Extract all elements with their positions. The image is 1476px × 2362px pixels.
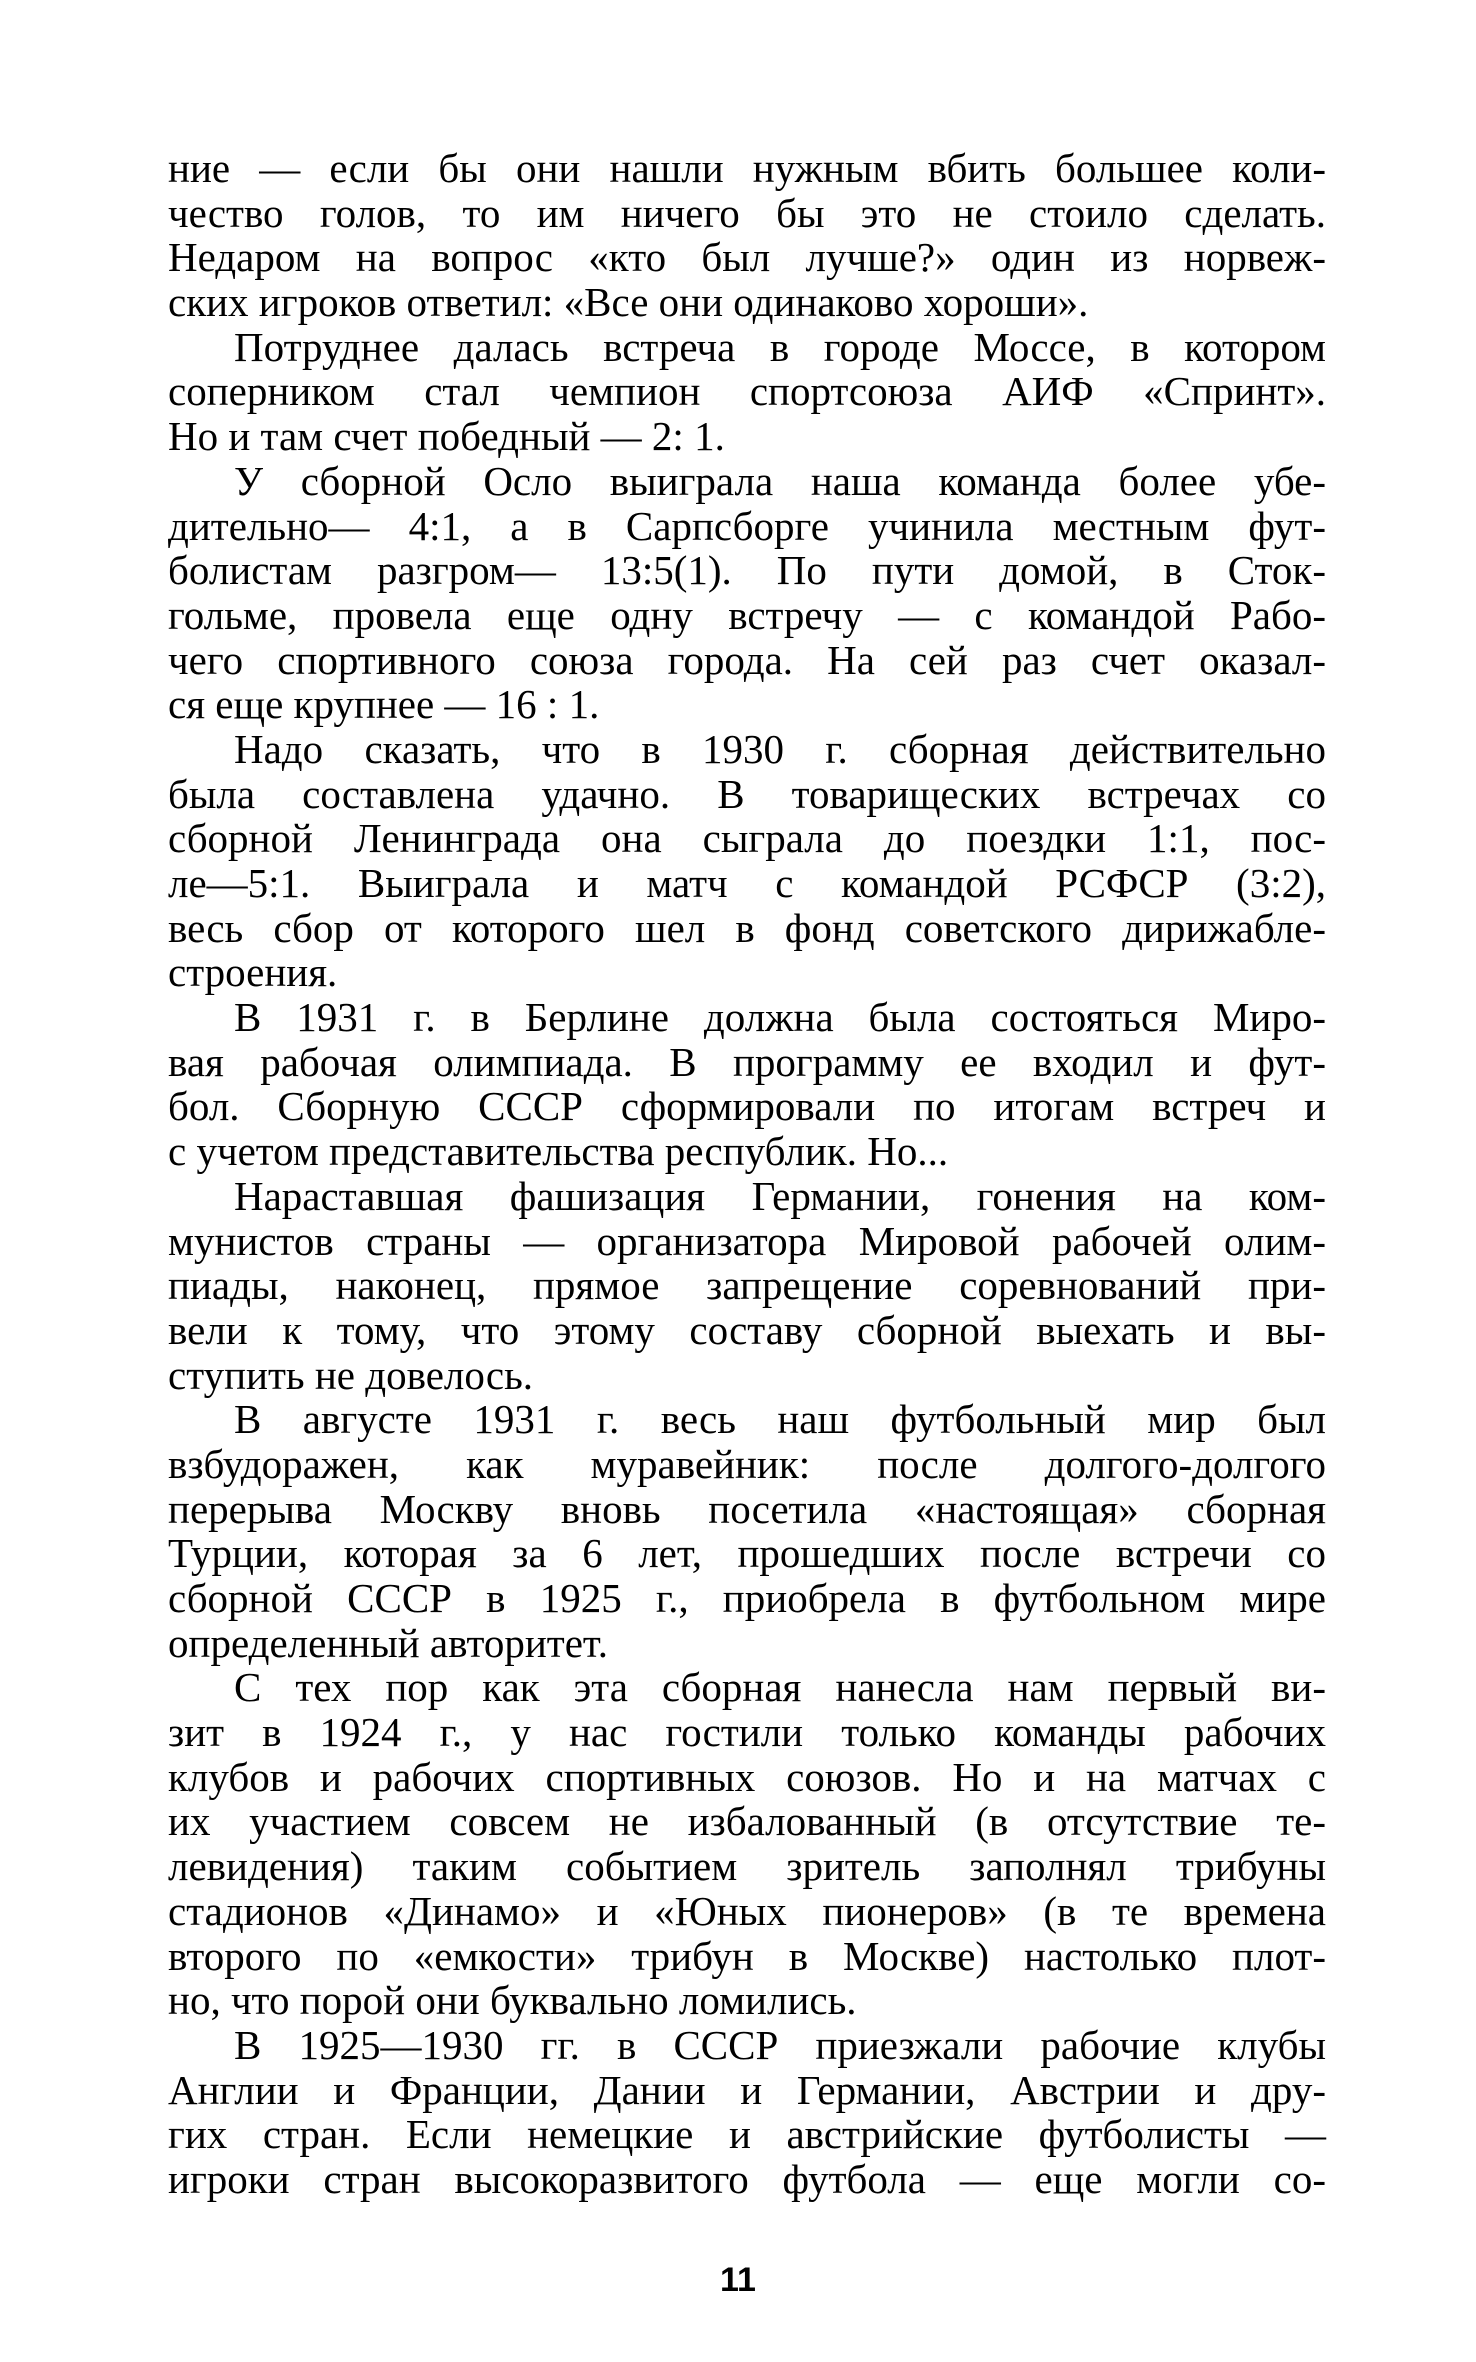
text-line: чество голов, то им ничего бы это не стоило сделать. xyxy=(168,189,1326,236)
text-line: левидения) таким событием зритель заполнял трибуны xyxy=(168,1843,1326,1890)
text-line: Англии и Франции, Дании и Германии, Австрии и дру- xyxy=(168,2066,1326,2113)
paragraph xyxy=(168,459,1326,727)
paragraph xyxy=(168,995,1326,1174)
paragraph xyxy=(168,1665,1326,2023)
text-line: но, что порой они буквально ломились. xyxy=(168,1977,857,2024)
text-line: гих стран. Если немецкие и австрийские футболисты — xyxy=(168,2111,1326,2158)
paragraph xyxy=(168,146,1326,325)
text-line: В 1925—1930 гг. в СССР приезжали рабочие клубы xyxy=(234,2021,1326,2068)
text-line: ние — если бы они нашли нужным вбить большее коли- xyxy=(168,145,1326,191)
text-line: второго по «емкости» трибун в Москве) настолько плот- xyxy=(168,1932,1326,1979)
text-line: болистам разгром— 13:5(1). По пути домой, в Сток- xyxy=(168,547,1326,594)
paragraph xyxy=(168,727,1326,995)
paragraph xyxy=(168,325,1326,459)
text-line: С тех пор как эта сборная нанесла нам первый ви- xyxy=(234,1664,1326,1711)
text-line: гольме, провела еще одну встречу — с командой Рабо- xyxy=(168,591,1326,638)
text-line: ся еще крупнее — 16 : 1. xyxy=(168,681,600,728)
text-line: ских игроков ответил: «Все они одинаково хороши». xyxy=(168,279,1089,326)
text-line: дительно— 4:1, а в Сарпсборге учинила местным фут- xyxy=(168,502,1326,549)
text-line: их участием совсем не избалованный (в отсутствие те- xyxy=(168,1798,1326,1845)
text-line: пиады, наконец, прямое запрещение соревнований при- xyxy=(168,1262,1326,1309)
paragraph xyxy=(168,1174,1326,1397)
text-line: мунистов страны — организатора Мировой рабочей олим- xyxy=(168,1217,1326,1264)
text-line: В 1931 г. в Берлине должна была состояться Миро- xyxy=(234,994,1326,1041)
body-text xyxy=(168,146,1326,2202)
text-line: Турции, которая за 6 лет, прошедших после встречи со xyxy=(168,1530,1326,1577)
text-line: определенный авторитет. xyxy=(168,1619,608,1666)
text-line: ступить не довелось. xyxy=(168,1351,534,1398)
text-line: взбудоражен, как муравейник: после долгого-долгого xyxy=(168,1440,1326,1487)
text-line: перерыва Москву вновь посетила «настоящая» сборная xyxy=(168,1485,1326,1532)
text-line: соперником стал чемпион спортсоюза АИФ «Спринт». xyxy=(168,368,1326,415)
text-line: была составлена удачно. В товарищеских встречах со xyxy=(168,770,1326,817)
text-line: Но и там счет победный — 2: 1. xyxy=(168,413,725,460)
text-line: У сборной Осло выиграла наша команда более убе- xyxy=(234,457,1326,504)
paragraph xyxy=(168,2023,1326,2202)
text-line: ле—5:1. Выиграла и матч с командой РСФСР (3:2), xyxy=(168,860,1326,906)
text-line: клубов и рабочих спортивных союзов. Но и на матчах с xyxy=(168,1753,1326,1800)
text-line: Надо сказать, что в 1930 г. сборная действительно xyxy=(234,725,1326,772)
text-line: сборной Ленинграда она сыграла до поездки 1:1, пос- xyxy=(168,815,1326,862)
text-line: Нараставшая фашизация Германии, гонения на ком- xyxy=(234,1172,1326,1219)
page-number: 11 xyxy=(720,2261,756,2299)
text-line: Недаром на вопрос «кто был лучше?» один из норвеж- xyxy=(168,234,1326,281)
text-line: стадионов «Динамо» и «Юных пионеров» (в те времена xyxy=(168,1887,1326,1934)
text-line: весь сбор от которого шел в фонд советского дирижабле- xyxy=(168,904,1326,951)
text-line: строения. xyxy=(168,949,338,996)
text-line: чего спортивного союза города. На сей раз счет оказал- xyxy=(168,636,1326,683)
text-line: с учетом представительства республик. Но... xyxy=(168,1128,949,1175)
text-line: бол. Сборную СССР сформировали по итогам встреч и xyxy=(168,1083,1326,1130)
text-line: В августе 1931 г. весь наш футбольный мир был xyxy=(234,1396,1326,1443)
paragraph xyxy=(168,1397,1326,1665)
text-line: зит в 1924 г., у нас гостили только команды рабочих xyxy=(168,1709,1326,1756)
text-line: Потруднее далась встреча в городе Моссе, в котором xyxy=(234,323,1326,370)
text-line: игроки стран высокоразвитого футбола — еще могли со- xyxy=(168,2155,1326,2202)
text-line: сборной СССР в 1925 г., приобрела в футбольном мире xyxy=(168,1575,1326,1621)
text-line: вая рабочая олимпиада. В программу ее входил и фут- xyxy=(168,1038,1326,1085)
text-line: вели к тому, что этому составу сборной выехать и вы- xyxy=(168,1306,1326,1353)
